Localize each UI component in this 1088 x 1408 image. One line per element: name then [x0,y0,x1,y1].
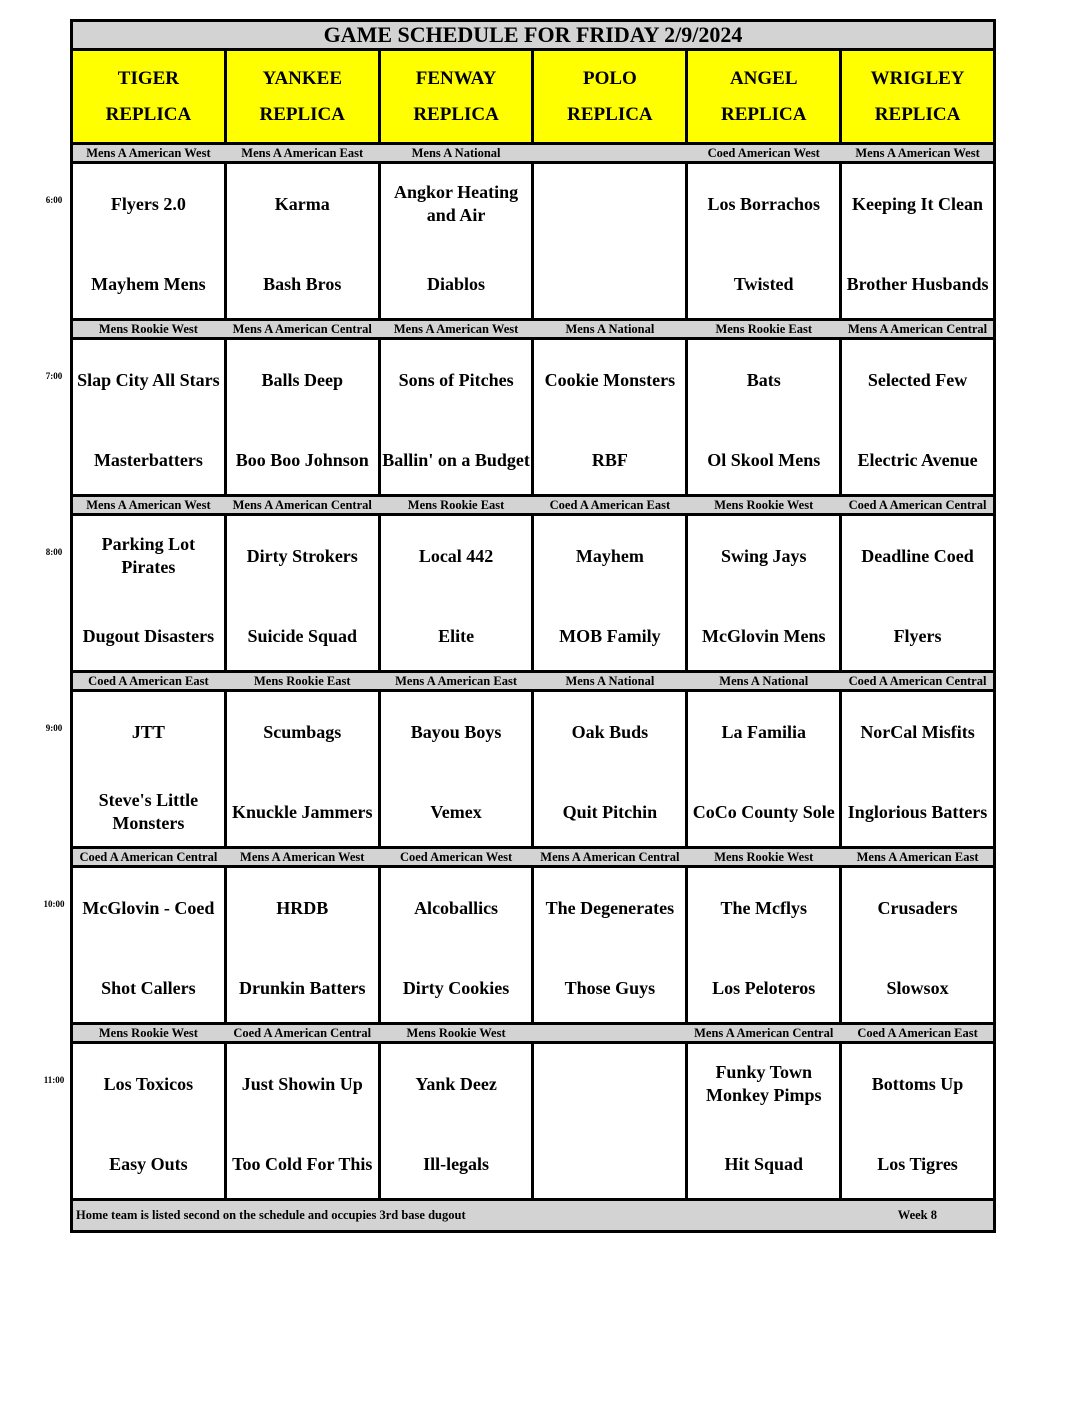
away-team: Bayou Boys [410,721,502,742]
division-text: Mens Rookie East [253,673,351,688]
division-text: Mens Rookie West [714,497,814,512]
division-text: Mens Rookie East [715,321,812,336]
division-text: Mens A American East [856,849,979,864]
game-cell [688,1044,842,1198]
away-team: Deadline Coed [861,545,974,566]
venue-sub: REPLICA [874,103,961,125]
away-team: Balls Deep [261,369,343,390]
away-team: Dirty Strokers [246,545,358,566]
division-text: Mens A American East [241,145,364,160]
division-label [534,497,688,513]
away-team: The Mcflys [720,897,807,918]
venue-name: POLO [582,67,637,89]
division-text: Mens A American West [855,145,980,160]
game-cell [73,1044,227,1198]
division-text: Mens A American Central [540,849,680,864]
time-label: 6:00 [45,195,63,205]
division-label [842,673,993,689]
away-team: Slap City All Stars [77,369,220,390]
away-team: Bottoms Up [871,1073,964,1094]
home-team: MOB Family [559,625,661,646]
division-row [70,145,996,164]
footer-note: Home team is listed second on the schedule and occupies 3rd base dugout [76,1208,466,1222]
game-cell [227,868,381,1022]
division-label [842,497,993,513]
away-team: Just Showin Up [241,1073,363,1094]
away-team: Local 442 [418,545,494,566]
game-cell [73,692,227,846]
game-row [43,868,996,1025]
division-text: Mens A American Central [694,1025,834,1040]
game-cell [688,340,842,494]
division-label [842,321,993,337]
division-label [688,497,842,513]
division-label [381,497,535,513]
away-team: Swing Jays [720,545,807,566]
division-label [534,145,688,161]
game-cell [73,516,227,670]
home-team: Knuckle Jammers [232,801,373,822]
away-team: Mayhem [575,545,644,566]
game-cell [227,1044,381,1198]
venue-header [688,51,842,142]
home-team: Bash Bros [263,273,342,294]
home-team [534,258,685,310]
away-team: Parking Lot Pirates [101,534,196,577]
game-cell [842,164,993,318]
division-row [70,673,996,692]
venue-sub: REPLICA [259,103,345,125]
venue-name: YANKEE [262,67,343,89]
division-label [73,673,227,689]
time-label: 9:00 [45,723,63,733]
division-label [381,321,535,337]
game-row [45,516,996,673]
home-team: Diablos [427,273,486,294]
division-text: Mens A American East [395,673,517,688]
division-text: Mens A American Central [232,497,372,512]
division-text: Coed A American Central [848,497,987,512]
venue-sub: REPLICA [105,103,192,125]
game-cell [534,516,688,670]
venue-sub: REPLICA [413,103,499,125]
time-label: 11:00 [43,1075,65,1085]
venue-name: TIGER [117,67,180,89]
division-label [73,497,227,513]
game-cell [688,164,842,318]
venue-sub: REPLICA [720,103,807,125]
home-team: CoCo County Sole [692,801,835,822]
away-team: La Familia [721,721,806,742]
home-team: Vemex [430,801,482,822]
game-cell [688,692,842,846]
division-text: Coed A American Central [79,849,218,864]
division-text: Coed A American Central [233,1025,372,1040]
division-label [534,673,688,689]
home-team: Flyers [893,625,942,646]
footer-bar [70,1201,996,1233]
game-cell [227,164,381,318]
away-team: Crusaders [877,897,958,918]
division-text: Coed A American Central [848,673,987,688]
division-label [73,1025,227,1041]
home-team: Masterbatters [93,449,203,470]
away-team: HRDB [276,897,329,918]
venue-header [534,51,688,142]
division-text: Mens A National [565,321,655,336]
division-label [381,1025,535,1041]
week-label: Week 8 [897,1208,937,1222]
venue-header [73,51,227,142]
game-cell [381,340,535,494]
division-label [534,1025,688,1041]
game-cell [534,340,688,494]
away-team: Funky Town Monkey Pimps [705,1062,822,1105]
division-row [70,849,996,868]
division-label [227,849,381,865]
home-team: Twisted [733,273,794,294]
game-cell [842,340,993,494]
page-title: GAME SCHEDULE FOR FRIDAY 2/9/2024 [70,19,996,51]
game-cell [534,692,688,846]
home-team: Boo Boo Johnson [235,449,369,470]
away-team: McGlovin - Coed [82,897,215,918]
home-team: Elite [438,625,475,646]
home-team: Quit Pitchin [562,801,658,822]
division-text: Mens Rookie West [406,1025,506,1040]
home-team: Easy Outs [109,1153,188,1174]
game-cell [534,868,688,1022]
division-text: Coed A American East [549,497,671,512]
game-cell [73,164,227,318]
division-text: Coed A American East [857,1025,978,1040]
away-team: Karma [274,193,330,214]
division-label [227,145,381,161]
game-row [45,164,996,321]
home-team: Los Tigres [877,1153,958,1174]
game-cell [227,692,381,846]
division-text: Mens A American Central [847,321,988,336]
division-label [688,145,842,161]
venue-header-row [70,51,996,145]
away-team: Oak Buds [571,721,649,742]
home-team [534,1138,685,1190]
division-label [227,497,381,513]
away-team [534,1058,685,1110]
division-label [842,1025,993,1041]
venue-name: FENWAY [415,67,497,89]
venue-header [381,51,535,142]
schedule-sheet [43,19,996,1233]
home-team: Ill-legals [423,1153,490,1174]
division-label [227,673,381,689]
division-label [227,1025,381,1041]
division-text: Mens Rookie West [98,321,198,336]
time-slots [43,145,996,1201]
home-team: Brother Husbands [846,273,989,294]
home-team: Inglorious Batters [847,801,988,822]
home-team: Steve's Little Monsters [98,790,199,833]
away-team: Los Borrachos [707,193,820,214]
division-text: Mens A National [719,673,809,688]
game-cell [73,868,227,1022]
division-label [381,673,535,689]
home-team: Drunkin Batters [238,977,366,998]
division-label [534,321,688,337]
away-team: NorCal Misfits [860,721,975,742]
home-team: Hit Squad [724,1153,803,1174]
time-label: 10:00 [43,899,65,909]
division-text: Mens A American Central [232,321,372,336]
division-row [70,1025,996,1044]
away-team [534,178,685,230]
game-cell [688,868,842,1022]
away-team: Yank Deez [415,1073,497,1094]
division-label [688,673,842,689]
home-team: Shot Callers [101,977,196,998]
division-label [688,1025,842,1041]
division-label [73,321,227,337]
game-cell [227,516,381,670]
division-text: Mens A American West [86,145,211,160]
game-cell [381,692,535,846]
game-cell [73,340,227,494]
time-label: 8:00 [45,547,63,557]
venue-header [227,51,381,142]
home-team: Those Guys [564,977,656,998]
game-row [43,1044,996,1201]
home-team: Ol Skool Mens [707,449,821,470]
home-team: RBF [591,449,628,470]
game-cell [842,1044,993,1198]
away-team: Alcoballics [414,897,499,918]
division-row [70,497,996,516]
game-cell [381,868,535,1022]
division-label [842,145,993,161]
time-label: 7:00 [45,371,63,381]
venue-sub: REPLICA [567,103,653,125]
away-team: Bats [746,369,781,390]
home-team: Too Cold For This [232,1153,373,1174]
away-team: Keeping It Clean [852,193,984,214]
division-text: Mens Rookie East [407,497,505,512]
game-cell [381,516,535,670]
home-team: Ballin' on a Budget [382,449,530,470]
away-team: Cookie Monsters [544,369,676,390]
game-cell [688,516,842,670]
home-team: Dugout Disasters [82,625,215,646]
division-label [534,849,688,865]
division-label [688,321,842,337]
division-text: Coed American West [399,849,513,864]
division-text: Mens A National [565,673,655,688]
division-label [842,849,993,865]
game-cell [534,1044,688,1198]
game-cell [227,340,381,494]
division-label [688,849,842,865]
home-team: Electric Avenue [857,449,978,470]
division-text: Mens Rookie West [714,849,814,864]
division-label [381,145,535,161]
division-text: Mens A American West [86,497,211,512]
division-label [73,849,227,865]
game-row [45,340,996,497]
division-text: Coed A American East [88,673,209,688]
game-cell [842,516,993,670]
division-label [381,849,535,865]
home-team: Dirty Cookies [402,977,510,998]
away-team: Angkor Heating and Air [393,182,519,225]
home-team: Suicide Squad [247,625,358,646]
away-team: Los Toxicos [103,1073,194,1094]
game-cell [842,868,993,1022]
division-text: Coed American West [707,145,820,160]
away-team: The Degenerates [545,897,675,918]
division-text: Mens A National [411,145,501,160]
division-text: Mens A American West [240,849,365,864]
game-cell [534,164,688,318]
away-team: Flyers 2.0 [110,193,186,214]
home-team: McGlovin Mens [701,625,826,646]
venue-name: ANGEL [729,67,798,89]
away-team: Sons of Pitches [398,369,514,390]
venue-name: WRIGLEY [870,67,965,89]
game-cell [842,692,993,846]
game-row [45,692,996,849]
division-row [70,321,996,340]
division-text: Mens A American West [393,321,519,336]
venue-header [842,51,993,142]
division-label [227,321,381,337]
division-label [73,145,227,161]
division-text: Mens Rookie West [98,1025,198,1040]
away-team: Scumbags [263,721,342,742]
away-team: Selected Few [867,369,968,390]
game-cell [381,164,535,318]
home-team: Slowsox [886,977,949,998]
game-cell [381,1044,535,1198]
home-team: Los Peloteros [712,977,816,998]
away-team: JTT [131,721,165,742]
home-team: Mayhem Mens [91,273,206,294]
